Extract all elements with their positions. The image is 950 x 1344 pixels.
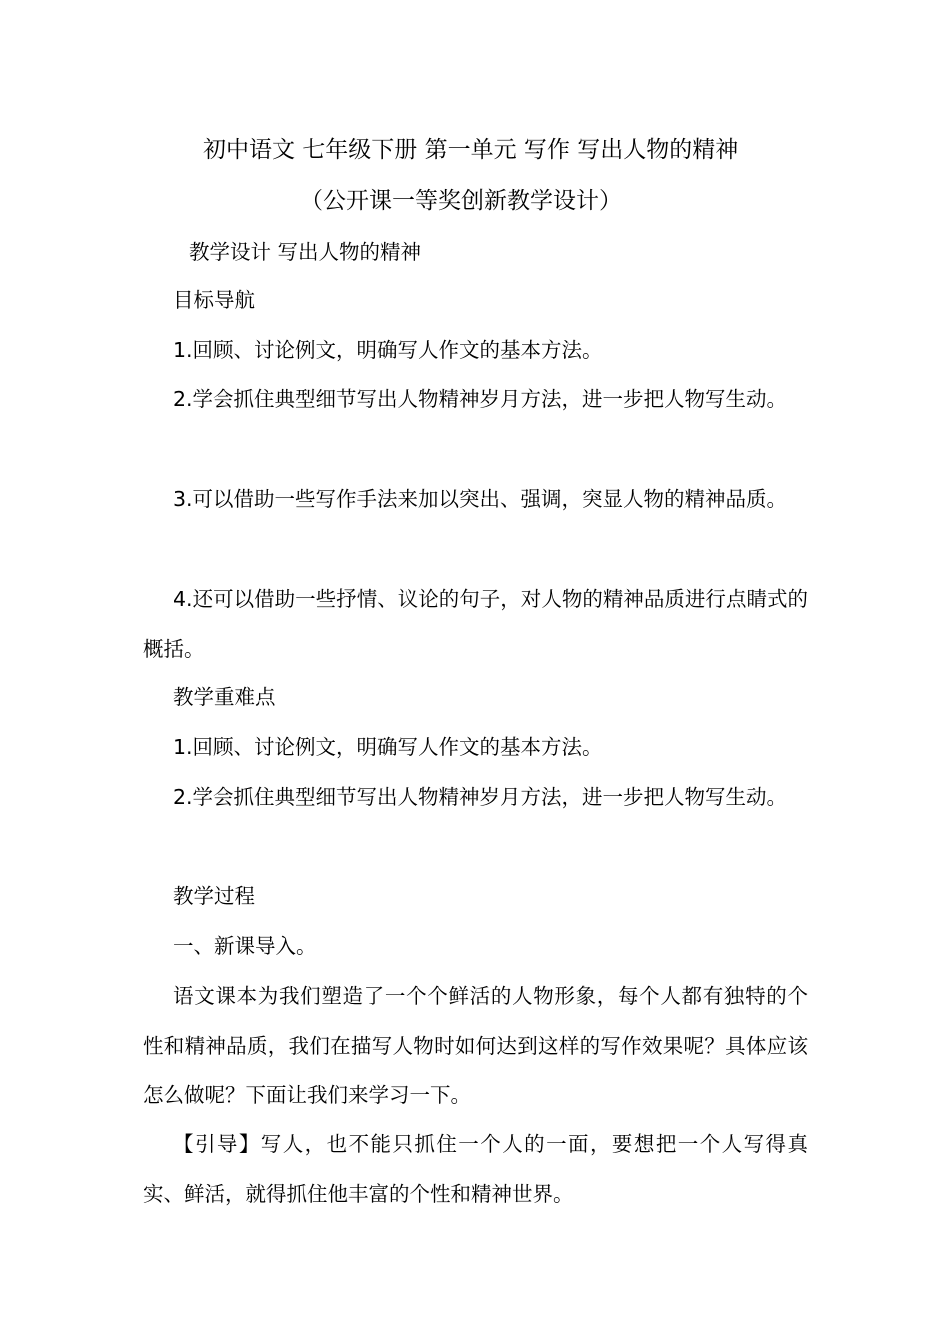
section-heading-key-points: 教学重难点 — [173, 685, 276, 709]
section-heading-process: 教学过程 — [173, 884, 255, 908]
key-point-item-1: 1.回顾、讨论例文，明确写人作文的基本方法。 — [173, 735, 603, 759]
guide-paragraph: 【引导】写人，也不能只抓住一个人的一面，要想把一个人写得真实、鲜活，就得抓住他丰富的个性和精神世界。 — [143, 1132, 808, 1206]
subtitle: 教学设计 写出人物的精神 — [189, 240, 422, 264]
intro-paragraph: 语文课本为我们塑造了一个个鲜活的人物形象，每个人都有独特的个性和精神品质，我们在描写人物时如何达到这样的写作效果呢？具体应该怎么做呢？下面让我们来学习一下。 — [143, 984, 808, 1108]
process-step-1: 一、新课导入。 — [173, 934, 317, 958]
key-point-item-2: 2.学会抓住典型细节写出人物精神岁月方法，进一步把人物写生动。 — [173, 785, 788, 809]
document-title-line-1: 初中语文 七年级下册 第一单元 写作 写出人物的精神 — [203, 137, 739, 163]
goal-item-2: 2.学会抓住典型细节写出人物精神岁月方法，进一步把人物写生动。 — [173, 387, 788, 411]
document-title-line-2: （公开课一等奖创新教学设计） — [300, 188, 622, 214]
goal-item-4: 4.还可以借助一些抒情、议论的句子，对人物的精神品质进行点睛式的概括。 — [143, 587, 808, 661]
goal-item-3: 3.可以借助一些写作手法来加以突出、强调，突显人物的精神品质。 — [173, 487, 788, 511]
goal-item-1: 1.回顾、讨论例文，明确写人作文的基本方法。 — [173, 338, 603, 362]
section-heading-goals: 目标导航 — [173, 288, 255, 312]
